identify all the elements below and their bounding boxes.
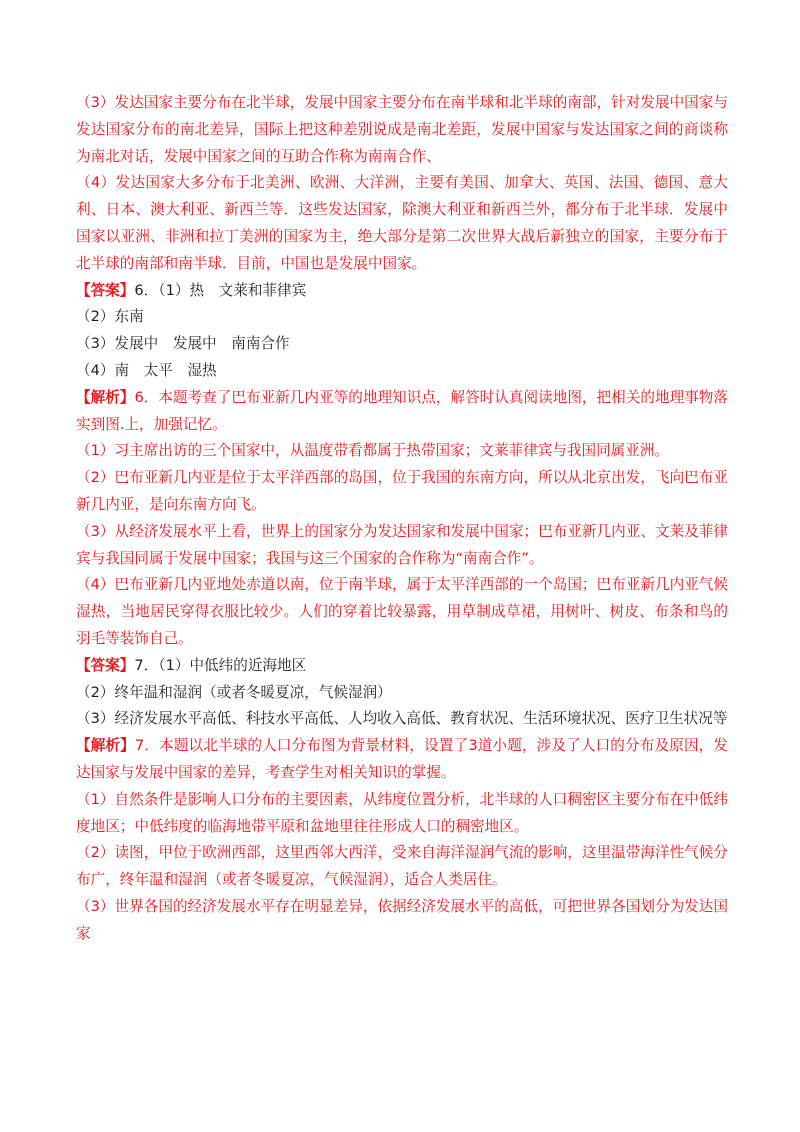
answer-label: 【答案】 bbox=[76, 281, 135, 299]
analysis-text: 7．本题以北半球的人口分布图为背景材料，设置了3道小题，涉及了人口的分布及原因，发达国家与发展中国家的差异，考查学生对相关知识的掌握。 bbox=[76, 737, 728, 781]
paragraph: （3）世界各国的经济发展水平存在明显差异，依据经济发展水平的高低，可把世界各国划分为发达国家 bbox=[76, 897, 728, 942]
paragraph: （3）从经济发展水平上看，世界上的国家分为发达国家和发展中国家；巴布亚新几内亚、文莱及菲律宾与我国同属于发展中国家；我国与这三个国家的合作称为“南南合作”。 bbox=[76, 522, 728, 567]
answer-line: （4）南 太平 湿热 bbox=[76, 361, 217, 379]
answer-line bbox=[76, 278, 728, 305]
answer-line: （3）发展中 发展中 南南合作 bbox=[76, 335, 290, 353]
paragraph: （3）发达国家主要分布在北半球，发展中国家主要分布在南半球和北半球的南部，针对发展中国家与发达国家分布的南北差异，国际上把这种差别说成是南北差距，发展中国家与发达国家之间的商谈称为南北对话，发展中国家之间的互助合作称为南南合作、 bbox=[76, 94, 728, 165]
paragraph: （1）习主席出访的三个国家中，从温度带看都属于热带国家；文莱菲律宾与我国同属亚洲。 bbox=[76, 442, 670, 460]
paragraph: （2）读图，甲位于欧洲西部，这里西邻大西洋，受来自海洋湿润气流的影响，这里温带海洋性气候分布广，终年温和湿润（或者冬暖夏凉，气候湿润），适合人类居住。 bbox=[76, 844, 728, 889]
analysis-text: 6．本题考查了巴布亚新几内亚等的地理知识点，解答时认真阅读地图，把相关的地理事物落实到图.上，加强记忆。 bbox=[76, 388, 728, 433]
paragraph: （1）自然条件是影响人口分布的主要因素，从纬度位置分析，北半球的人口稠密区主要分布在中低纬度地区；中低纬度的临海地带平原和盆地里往往形成人口的稠密地区。 bbox=[76, 790, 728, 835]
analysis-line bbox=[76, 733, 728, 787]
paragraph: （2）巴布亚新几内亚是位于太平洋西部的岛国，位于我国的东南方向，所以从北京出发，飞向巴布亚新几内亚，是向东南方向飞。 bbox=[76, 469, 728, 513]
analysis-label: 【解析】 bbox=[76, 737, 135, 755]
answer-line bbox=[76, 653, 728, 680]
answer-line: （2）终年温和湿润（或者冬暖夏凉，气候湿润） bbox=[76, 683, 392, 701]
paragraph: （4）发达国家大多分布于北美洲、欧洲、大洋洲，主要有美国、加拿大、英国、法国、德国、意大利、日本、澳大利亚、新西兰等．这些发达国家，除澳大利亚和新西兰外，都分布于北半球．发展中国家以亚洲、非洲和拉丁美洲的国家为主，绝大部分是第二次世界大战后新独立的国家，主要分布于北半球的南部和南半球．目前，中国也是发展中国家。 bbox=[76, 174, 728, 272]
answer-label: 【答案】 bbox=[76, 656, 135, 674]
answer-line: （2）东南 bbox=[76, 308, 144, 326]
answer-text: 6．（1）热 文莱和菲律宾 bbox=[134, 281, 307, 299]
document-body bbox=[76, 90, 728, 948]
analysis-label: 【解析】 bbox=[76, 388, 135, 406]
answer-line: （3）经济发展水平高低、科技水平高低、人均收入高低、教育状况、生活环境状况、医疗卫生状况等 bbox=[76, 710, 728, 728]
paragraph: （4）巴布亚新几内亚地处赤道以南，位于南半球，属于太平洋西部的一个岛国；巴布亚新几内亚气候湿热，当地居民穿得衣服比较少。人们的穿着比较暴露，用草制成草裙，用树叶、树皮、布条和鸟的羽毛等装饰自己。 bbox=[76, 576, 728, 647]
analysis-line bbox=[76, 385, 728, 439]
answer-text: 7．（1）中低纬的近海地区 bbox=[134, 656, 307, 674]
